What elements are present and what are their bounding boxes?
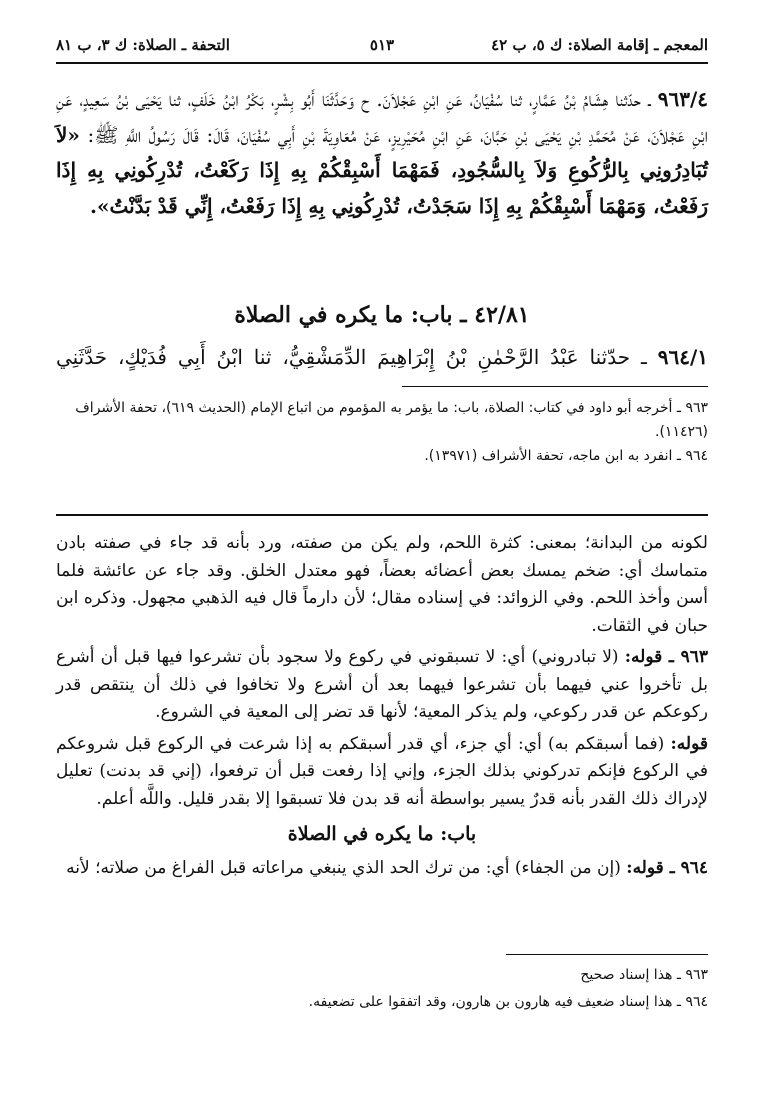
commentary-text: (فما أسبقكم به) أي: أي جزء، أي قدر أسبقكم به إذا شرعت في الركوع قبل شروعكم في الركوع فإنكم تدركوني بذلك الجزء، وإني إذا رفعت قبل أن ترفعوا، (إني قد بدنت) تعليل لإدراك ذلك القدر بأنه قدرٌ يسير بواسطة أنه قد بدن فلا تسبقوا إلا بقدر قليل. واللَّه أعلم. — [56, 733, 708, 809]
section-divider — [56, 514, 708, 516]
header-right-reference: المعجم ـ إقامة الصلاة: ك ٥، ب ٤٢ — [491, 36, 708, 54]
hadith-chain: ـ حدّثنا عَبْدُ الرَّحْمٰنِ بْنُ إِبْرَاهِيمَ الدِّمَشْقِيُّ، ثنا ابْنُ أَبِي فُدَيْكٍ، حَدَّثَنِي — [56, 345, 658, 369]
commentary-text: (لا تبادروني) أي: لا تسبقوني في ركوع ولا سجود بأن تشرعوا فيها قبل أن أشرع بل تأخروا عني فيهما بأن تشرعوا فيهما بعد أن أشرع ولا تخافوا في ذلك أن ينتقص قدر ركوعكم عن قدر ركوعي، ولم يذكر المعية؛ لأنها قد تضر إلى المعية في الشروع. — [56, 647, 708, 722]
commentary-paragraph — [56, 731, 708, 814]
commentary-paragraph — [56, 855, 708, 883]
hadith-text: «لاَ تُبَادِرُونِي بِالرُّكُوعِ وَلاَ بِالسُّجُودِ، فَمَهْمَا أَسْبِقْكُمْ بِهِ إِذَا رَكَعْتُ، تُدْرِكُونِي بِهِ إِذَا رَفَعْتُ، وَمَهْمَا أَسْبِقْكُمْ بِهِ إِذَا سَجَدْتُ، تُدْرِكُونِي بِهِ إِذَا رَفَعْتُ، إِنِّي قَدْ بَدَّنْتُ». — [56, 122, 708, 218]
commentary-text: (إن من الجفاء) أي: من ترك الحد الذي ينبغي مراعاته قبل الفراغ من صلاته؛ لأنه — [66, 857, 627, 878]
page-header — [56, 30, 708, 60]
hadith-number: ٩٦٣/٤ — [657, 87, 708, 111]
hadith-964 — [56, 340, 708, 374]
hadith-chain: ـ حدّثنا هِشَامُ بْنُ عَمَّارٍ، ثنا سُفْيَانُ، عَنِ ابْنِ عَجْلاَنَ. ح وَحَدَّثَنَا أَبُو بِشْرٍ، بَكْرُ ابْنُ خَلَفٍ، ثنا يَحْيَى بْنُ سَعِيدٍ، عَنِ ابْنِ عَجْلاَنَ، عَنْ مُحَمَّدِ بْنِ يَحْيَى بْنِ حَبَّانَ، عَنِ ابْنِ مُحَيْرِيزٍ، عَنْ مُعَاوِيَةَ بْنِ أَبِي سُفْيَانَ، قَالَ: قَالَ رَسُولُ اللَّهِ ﷺ: — [56, 87, 708, 147]
commentary-label: ٩٦٤ ـ قوله: — [626, 857, 708, 878]
page-number: ٥١٣ — [369, 36, 395, 54]
footnote: ٩٦٣ ـ أخرجه أبو داود في كتاب: الصلاة، باب: ما يؤمر به المؤموم من اتباع الإمام (الحديث ٦١٩)، تحفة الأشراف (١١٤٢٦). — [75, 400, 708, 440]
commentary — [56, 530, 708, 882]
footnotes-bottom — [56, 962, 708, 1016]
commentary-label: ٩٦٣ ـ قوله: — [624, 647, 708, 667]
header-left-reference: التحفة ـ الصلاة: ك ٣، ب ٨١ — [56, 36, 230, 54]
footnote: ٩٦٤ ـ هذا إسناد ضعيف فيه هارون بن هارون، وقد اتفقوا على تضعيفه. — [308, 994, 708, 1010]
hadith-number: ٩٦٤/١ — [657, 345, 708, 369]
hadith-963 — [56, 82, 708, 224]
footnote-rule — [506, 954, 708, 955]
header-rule — [56, 62, 708, 64]
commentary-paragraph — [56, 644, 708, 727]
commentary-label: قوله: — [670, 733, 708, 754]
footnote: ٩٦٣ ـ هذا إسناد صحيح — [580, 967, 708, 983]
chapter-title: ٤٢/٨١ ـ باب: ما يكره في الصلاة — [234, 302, 530, 328]
footnotes-top — [56, 396, 708, 468]
commentary-chapter-title: باب: ما يكره في الصلاة — [287, 823, 477, 845]
footnote: ٩٦٤ ـ انفرد به ابن ماجه، تحفة الأشراف (١٣٩٧١). — [424, 448, 708, 464]
commentary-intro: لكونه من البدانة؛ بمعنى: كثرة اللحم، ولم يكن من صفته، ورد بأنه قد جاء في صفته بادن متماسك أي: ضخم يمسك بعض أعضائه بعضاً، فهو معتدل الخلق. وقد جاء عن عائشة فلما أسن وأخذ اللحم. وفي الزوائد: في إسناده مقال؛ لأن دارماً قال فيه الذهبي مجهول. وذكره ابن حبان في الثقات. — [56, 533, 708, 636]
footnote-rule — [402, 386, 708, 387]
